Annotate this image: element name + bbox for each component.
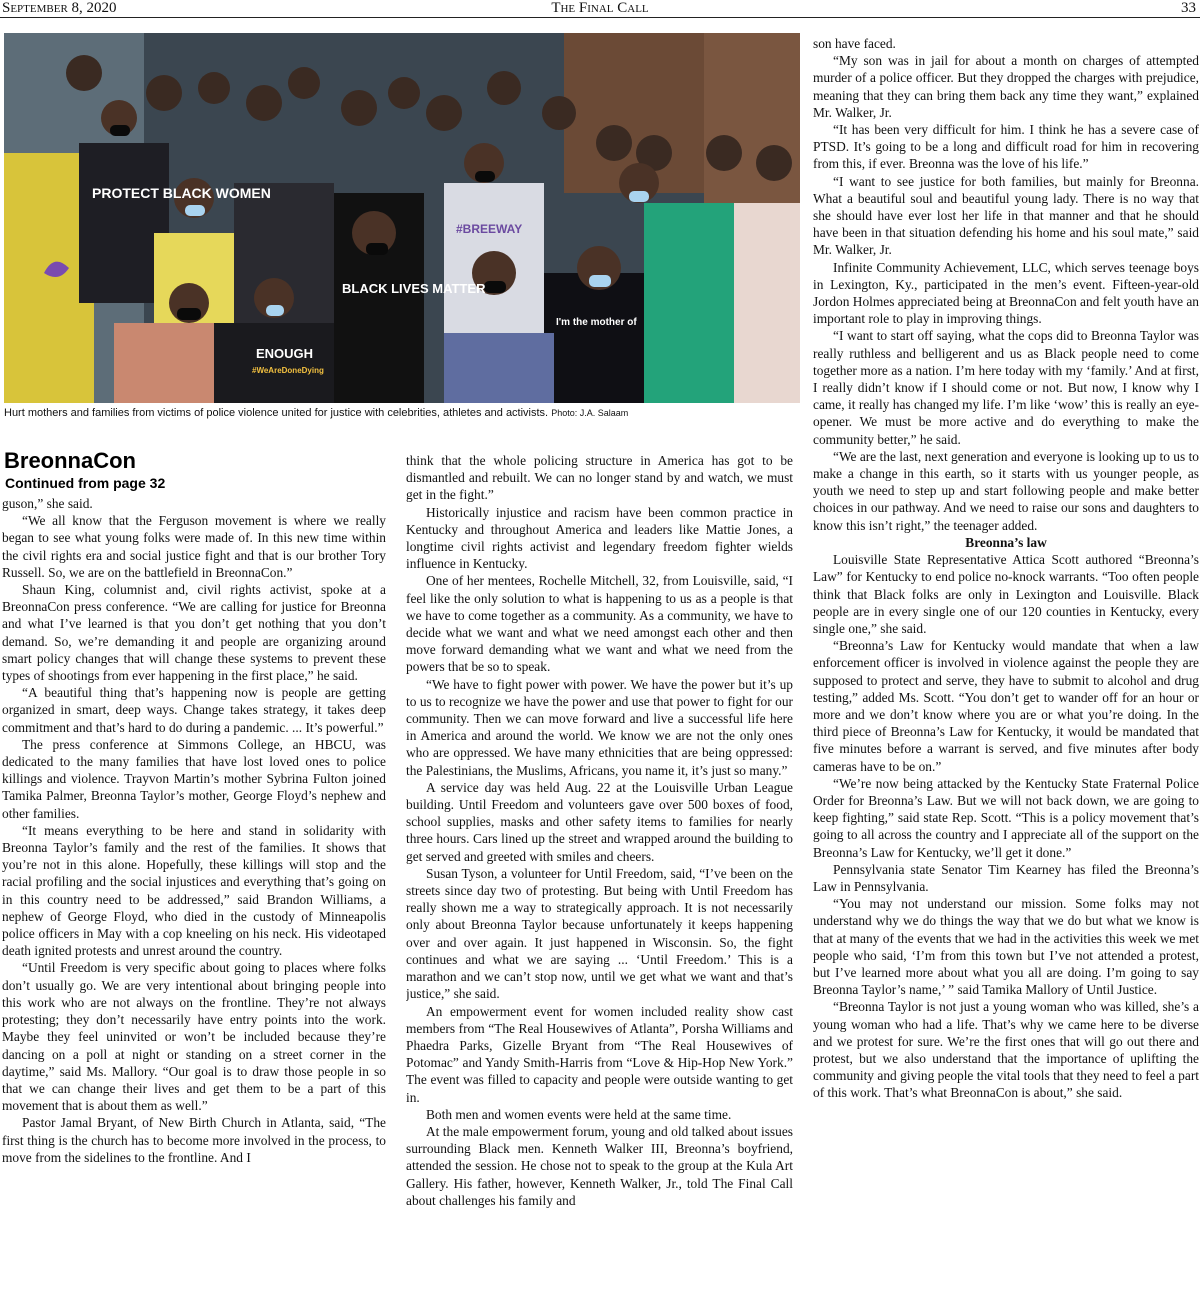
- sign-black-lives-matter: BLACK LIVES MATTER: [342, 281, 486, 296]
- sign-mother-of: I'm the mother of: [556, 317, 637, 328]
- paragraph: “I want to see justice for both families, but mainly for Breonna. What a beautiful soul and beautiful young lady. There is no way that she should have ever lost her life in that manner and that he should have been in that situation defending his home and his soul mate,” said Mr. Walker, Jr.: [813, 173, 1199, 258]
- paragraph: “You may not understand our mission. Some folks may not understand why we do things the way that we do but what we know is that at many of the events that we had in the activities this week we met people who said, ‘I’m from this town but I’ve not attended a protest, but I’ve learned more about what you all are doing. I’m going to say Breonna Taylor’s name,’ ” said Tamika Mallory of Until Justice.: [813, 896, 1199, 998]
- paragraph: Susan Tyson, a volunteer for Until Freedom, said, “I’ve been on the streets since day two of protesting. But being with Until Freedom has really shown me a way to strategically approach. It is not necessarily only about Breonna Taylor because unfortunately it keeps happening over and over again. It just happened in Wisconsin. So, the fight continues and what we are saying ... ‘Until Freedom.’ This is a marathon and we can’t stop now, until we get what we want and that’s justice,” she said.: [406, 865, 793, 1002]
- paragraph: One of her mentees, Rochelle Mitchell, 32, from Louisville, said, “I feel like the only solution to what is happening to us as a people is that we have to come together as a community. As a community, we have to decide what we want and what we need amongst each other and then move forward demanding what we want and what we need from the powers that be so to speak.: [406, 573, 793, 675]
- sign-we-are-done-dying: #WeAreDoneDying: [252, 366, 324, 375]
- article-column-3: [813, 35, 1199, 1295]
- paragraph: The press conference at Simmons College, an HBCU, was dedicated to the many families that have lost loved ones to police killings and violence. Trayvon Martin’s mother Sybrina Fulton joined Tamika Palmer, Breonna Taylor’s mother, George Floyd’s nephew and other families.: [2, 736, 386, 821]
- section-subheading: Breonna’s law: [965, 534, 1047, 550]
- paragraph: “I want to start off saying, what the cops did to Breonna Taylor was really ruthless and belligerent and us as Black people need to come together more as a nation. I’m here today with my ‘family.’ And at first, I really didn’t know if I should come or not. But now, I know why I came, it really has changed my life. I’m like ‘wow’ this is really an eye-opener. We must be more active and do everything to make the community better,” he said.: [813, 328, 1199, 447]
- page-header: [0, 0, 1200, 18]
- paragraph: guson,” she said.: [2, 496, 93, 511]
- article-column-1: [2, 495, 386, 1295]
- paragraph: Louisville State Representative Attica Scott authored “Breonna’s Law” for Kentucky to end police no-knock warrants. “Too often people think that Black folks are only in Lexington and Louisville. Black people are in every single one of our 120 counties in Kentucky, every single one,” she said.: [813, 552, 1199, 636]
- group-photo-illustration: [4, 33, 800, 403]
- sign-breeway: #BREEWAY: [456, 222, 523, 236]
- paragraph: “It has been very difficult for him. I think he has a severe case of PTSD. It’s going to be a long and difficult road for him in recovering from this, if ever. Breonna was the love of his life.”: [813, 122, 1199, 172]
- article-column-2: [406, 452, 793, 1295]
- paragraph: An empowerment event for women included reality show cast members from “The Real Housewives of Atlanta”, Porsha Williams and Phaedra Parks, Gizelle Bryant from “The Real Housewives of Potomac” and Yandy Smith-Harris from “Love & Hip-Hop New York.” The event was filled to capacity and people were outside wanting to get in.: [406, 1003, 793, 1105]
- paragraph: Shaun King, columnist and, civil rights activist, spoke at a BreonnaCon press conference. “We are calling for justice for Breonna and what I’ve learned is that you don’t get nothing that you don’t demand. So, we’re demanding it and people are organizing around smart policy changes that will change these systems to prevent these types of shootings from ever happening in the first place,” he said.: [2, 582, 386, 684]
- paragraph: Pennsylvania state Senator Tim Kearney has filed the Breonna’s Law in Pennsylvania.: [813, 861, 1199, 894]
- paragraph: Historically injustice and racism have been common practice in Kentucky and throughout America and leaders like Mattie Jones, a longtime civil rights activist and legendary freedom fighter wields influence in Kentucky.: [406, 504, 793, 572]
- continued-from-label: Continued from page 32: [5, 475, 166, 491]
- paragraph: “My son was in jail for about a month on charges of attempted murder of a police officer. But they dropped the charges with prejudice, meaning that they can bring them back any time they want,” explained Mr. Walker, Jr.: [813, 53, 1199, 120]
- paragraph: “Until Freedom is very specific about going to places where folks don’t usually go. We are very intentional about bringing people into this work who are not always on the frontline. They’re not always protesting; they don’t necessarily have entry points into the work. Maybe they feel uninvited or won’t be included because they’re dancing on a poll at night or standing on a street corner in the daytime,” said Ms. Mallory. “Our goal is to draw those people in so that we can change their lives and get them to be a part of this movement that is about them as well.”: [2, 960, 386, 1114]
- paragraph: son have faced.: [813, 36, 896, 51]
- publication-name: The Final Call: [551, 0, 649, 16]
- paragraph: “We all know that the Ferguson movement is where we really began to see what young folks were made of. In this new time within the civil rights era and social justice fight and that is our brother Tory Russell. So, we are on the battlefield in BreonnaCon.”: [2, 513, 386, 580]
- paragraph: At the male empowerment forum, young and old talked about issues surrounding Black men. Kenneth Walker III, Breonna’s boyfriend, attended the session. He chose not to speak to the group at the Kula Art Gallery. His father, however, Kenneth Walker, Jr., told The Final Call about challenges his family and: [406, 1123, 793, 1208]
- paragraph: “We are the last, next generation and everyone is looking up to us to make a change in this earth, so it starts with us younger people, as youth we need to step up and start following people and make better choices in our pathway. And we need to raise our sons and daughters to know this isn’t right,” the teenager added.: [813, 448, 1199, 533]
- paragraph: “Breonna Taylor is not just a young woman who was killed, she’s a young woman who had a life. That’s why we came here to be diverse and we protest for sure. We’re the first ones that will go out there and protest, but we also understand that the importance of uplifting the community and giving people the vital tools that they need to feel a part of this work. That’s what BreonnaCon is about,” she said.: [813, 999, 1199, 1101]
- issue-date: September 8, 2020: [2, 0, 117, 16]
- paragraph: “We have to fight power with power. We have the power but it’s up to us to recognize we have the power and use that power to fight for our community. Then we can move forward and live a successful life here in America and around the world. We know we are not the only ones who are oppressed. We have many ethnicities that are being oppressed: the Palestinians, the Muslims, Africans, you name it, it’s just so many.”: [406, 676, 793, 778]
- paragraph: “A beautiful thing that’s happening now is people are getting organized in smart, deep ways. Change takes strategy, it takes deep commitment and that’s hard to do during a pandemic. ... It’s powerful.”: [2, 685, 386, 735]
- paragraph: Infinite Community Achievement, LLC, which serves teenage boys in Lexington, Ky., participated in the men’s event. Fifteen-year-old Jordon Holmes appreciated being at BreonnaCon and felt youth have an important role to play in improving things.: [813, 259, 1199, 327]
- paragraph: Pastor Jamal Bryant, of New Birth Church in Atlanta, said, “The first thing is the church has to become more involved in the process, to move from the sidelines to the frontline. And I: [2, 1115, 386, 1165]
- article-headline: BreonnaCon: [4, 448, 136, 473]
- paragraph: “We’re now being attacked by the Kentucky State Fraternal Police Order for Breonna’s Law. But we will not back down, we are going to keep fighting,” said state Rep. Scott. “This is a policy movement that’s going to all across the country and I appreciate all of the support on the Breonna’s Law for Kentucky, we’ll get it done.”: [813, 775, 1199, 860]
- paragraph: Both men and women events were held at the same time.: [426, 1106, 732, 1122]
- paragraph: A service day was held Aug. 22 at the Louisville Urban League building. Until Freedom and volunteers gave over 500 boxes of food, school supplies, masks and other safety items to families for nearly three hours. Cars lined up the street and wrapped around the building to get served and greeted with smiles and cheers.: [406, 779, 793, 864]
- sign-enough: ENOUGH: [256, 346, 314, 361]
- sign-protect-black-women: PROTECT BLACK WOMEN: [92, 185, 271, 201]
- group-photo: [4, 33, 800, 403]
- photo-credit: Photo: J.A. Salaam: [551, 408, 629, 418]
- paragraph: “It means everything to be here and stand in solidarity with Breonna Taylor’s family and the rest of the families. It shows that you’re not in this alone. Hopefully, these killings will stop and the racial profiling and the social injustices and everything that’s going on in this country need to be addressed,” said Brandon Williams, a nephew of George Floyd, who died in the custody of Minneapolis police officers in May with a cop kneeling on his neck. His videotaped death ignited protests and unrest around the country.: [2, 822, 386, 959]
- paragraph: think that the whole policing structure in America has got to be dismantled and rebuilt. We can no longer stand by and watch, we must get in the fight.”: [406, 453, 793, 503]
- page-number: 33: [1181, 0, 1196, 16]
- caption-text: Hurt mothers and families from victims of police violence united for justice with celebrities, athletes and activists.: [4, 407, 549, 419]
- photo-caption: [4, 407, 800, 420]
- paragraph: “Breonna’s Law for Kentucky would mandate that when a law enforcement officer is involved in violence against the people they are supposed to protect and serve, they have to submit to alcohol and drug testing,” added Ms. Scott. “You don’t get to wander off for an hour or more and we don’t know where you are or what you’re doing. In the third piece of Breonna’s Law for Kentucky, it would be mandated that five minutes before a warrant is served, and five minutes after body cameras have to be on.”: [813, 638, 1199, 774]
